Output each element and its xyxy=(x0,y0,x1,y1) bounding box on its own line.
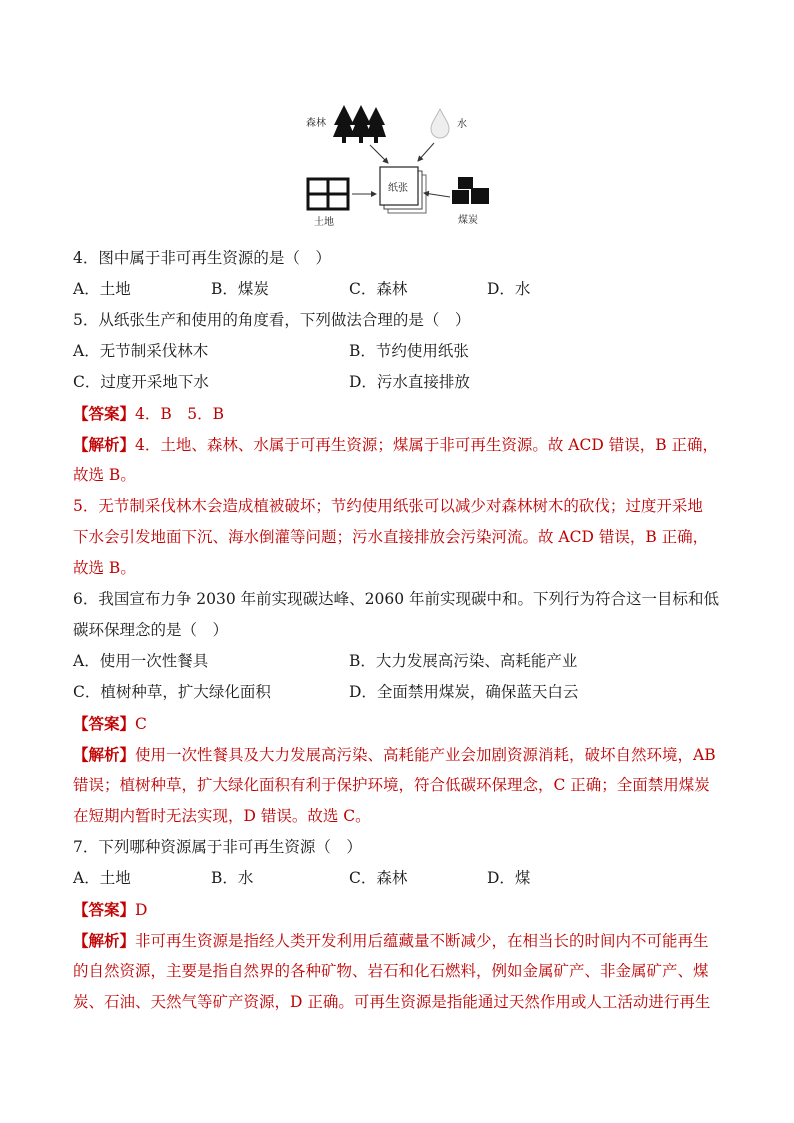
q4-option-a: A．土地 xyxy=(73,280,131,298)
q7-answer xyxy=(73,894,723,925)
q45-analysis-line-3: 5．无节制采伐林木会造成植被破坏；节约使用纸张可以减少对森林树木的砍伐；过度开采地 xyxy=(73,497,703,515)
figure-label-paper: 纸张 xyxy=(388,183,408,194)
q6-stem-line-2: 碳环保理念的是（ ） xyxy=(73,621,229,639)
analysis-tag: 【解析】 xyxy=(73,435,136,454)
q7-stem: 7．下列哪种资源属于非可再生资源（ ） xyxy=(73,838,362,856)
q5-option-a: A．无节制采伐林木 xyxy=(73,342,209,360)
q5-options-row2 xyxy=(73,367,723,398)
water-drop-icon xyxy=(431,109,449,138)
q4-options xyxy=(73,274,723,305)
coal-lumps-icon xyxy=(452,177,489,204)
q45-analysis-line-5: 故选 B。 xyxy=(73,559,136,577)
analysis-tag: 【解析】 xyxy=(73,745,136,764)
q5-option-c: C．过度开采地下水 xyxy=(73,373,209,391)
q5-stem: 5．从纸张生产和使用的角度看，下列做法合理的是（ ） xyxy=(73,311,471,329)
q4-stem: 4．图中属于非可再生资源的是（ ） xyxy=(73,249,331,267)
answer-text: D xyxy=(135,901,148,919)
land-grid-icon xyxy=(308,179,348,209)
q7-options xyxy=(73,863,723,894)
q7-analysis-line-2: 的自然资源，主要是指自然界的各种矿物、岩石和化石燃料，例如金属矿产、非金属矿产、煤 xyxy=(73,962,709,980)
q7-option-a: A．土地 xyxy=(73,869,131,887)
q5-option-d: D．污水直接排放 xyxy=(349,373,470,391)
q6-options-row2 xyxy=(73,677,723,708)
question-content xyxy=(73,243,723,1018)
figure-label-forest: 森林 xyxy=(306,118,326,129)
q6-analysis-line-1: 【解析】使用一次性餐具及大力发展高污染、高耗能产业会加剧资源消耗，破坏自然环境，AB xyxy=(73,745,716,764)
paper-resources-figure xyxy=(300,95,500,235)
analysis-tag: 【解析】 xyxy=(73,931,136,950)
forest-icon xyxy=(333,105,386,143)
q6-option-c: C．植树种草，扩大绿化面积 xyxy=(73,683,271,701)
q6-option-a: A．使用一次性餐具 xyxy=(73,652,209,670)
q7-analysis-line-1: 【解析】非可再生资源是指经人类开发利用后蕴藏量不断减少，在相当长的时间内不可能再生 xyxy=(73,931,709,950)
q7-option-c: C．森林 xyxy=(349,869,408,887)
q6-option-d: D．全面禁用煤炭，确保蓝天白云 xyxy=(349,683,579,701)
q45-analysis-line-1: 【解析】4．土地、森林、水属于可再生资源；煤属于非可再生资源。故 ACD 错误，B 正确， xyxy=(73,435,719,454)
q45-analysis-line-2: 故选 B。 xyxy=(73,466,136,484)
q7-analysis-line-3: 炭、石油、天然气等矿产资源，D 正确。可再生资源是指能通过天然作用或人工活动进行再生 xyxy=(73,993,711,1011)
q6-analysis-line-2: 错误；植树种草，扩大绿化面积有利于保护环境，符合低碳环保理念，C 正确；全面禁用煤炭 xyxy=(73,776,710,794)
figure-label-water: 水 xyxy=(457,119,467,130)
answer-tag: 【答案】 xyxy=(73,714,136,733)
q6-options-row1 xyxy=(73,646,723,677)
answer-tag: 【答案】 xyxy=(73,900,136,919)
q6-option-b: B．大力发展高污染、高耗能产业 xyxy=(349,652,578,670)
answer-text: 4．B 5．B xyxy=(135,405,225,423)
q4-option-b: B．煤炭 xyxy=(211,280,269,298)
q7-option-b: B．水 xyxy=(211,869,254,887)
q45-answer xyxy=(73,398,723,429)
q5-options-row1 xyxy=(73,336,723,367)
answer-text: C xyxy=(135,715,147,733)
q6-stem-line-1: 6．我国宣布力争 2030 年前实现碳达峰、2060 年前实现碳中和。下列行为符合这一目标和低 xyxy=(73,590,720,608)
q45-analysis-line-4: 下水会引发地面下沉、海水倒灌等问题；污水直接排放会污染河流。故 ACD 错误，B 正确， xyxy=(73,528,709,546)
answer-tag: 【答案】 xyxy=(73,404,136,423)
q4-option-c: C．森林 xyxy=(349,280,408,298)
q7-option-d: D．煤 xyxy=(487,869,531,887)
q6-analysis-line-3: 在短期内暂时无法实现，D 错误。故选 C。 xyxy=(73,807,371,825)
figure-label-land: 土地 xyxy=(314,217,334,228)
q5-option-b: B．节约使用纸张 xyxy=(349,342,469,360)
q6-answer xyxy=(73,708,723,739)
figure-label-coal: 煤炭 xyxy=(458,215,478,226)
q4-option-d: D．水 xyxy=(487,280,531,298)
